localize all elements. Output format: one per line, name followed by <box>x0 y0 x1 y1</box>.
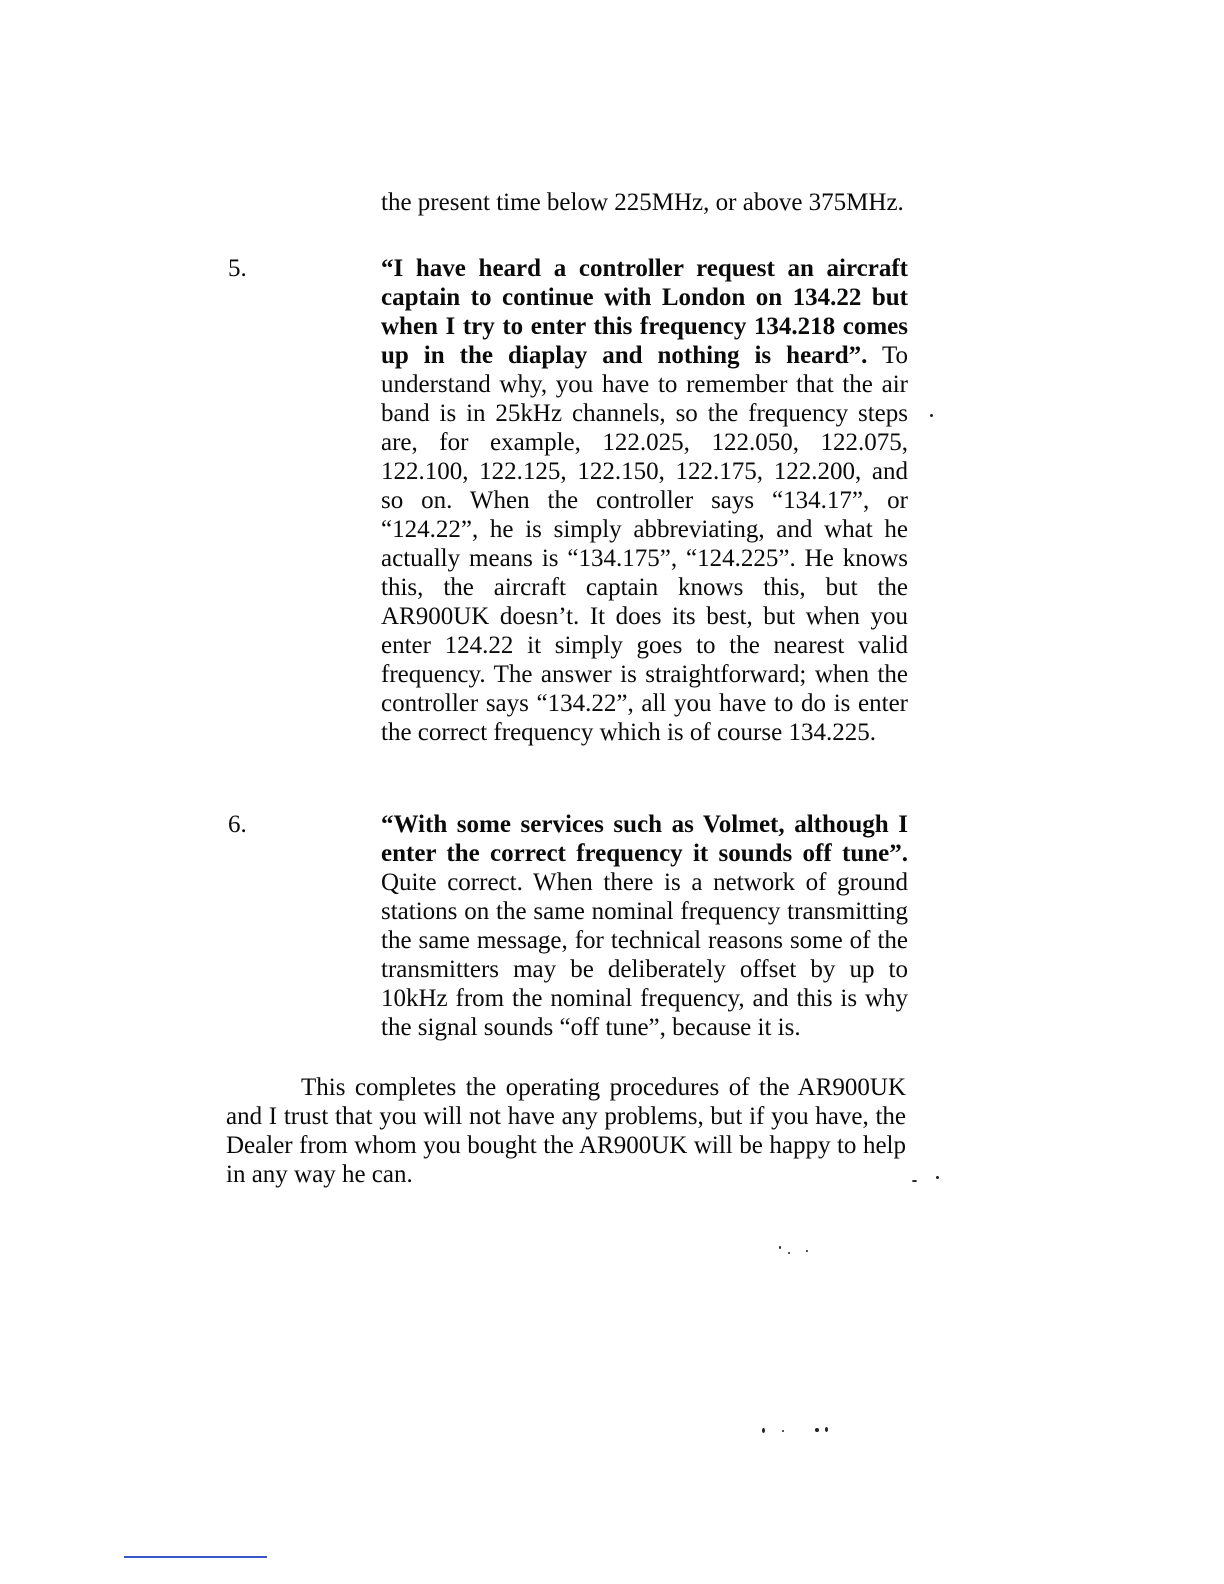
intro-continuation: the present time below 225MHz, or above 375MHz. <box>381 189 904 216</box>
scan-speck <box>936 1176 939 1179</box>
scan-speck <box>779 1246 781 1249</box>
scan-speck <box>825 1427 828 1432</box>
scan-speck <box>762 1428 765 1433</box>
item-5-paragraph <box>381 254 908 747</box>
item-6-number: 6. <box>228 811 247 838</box>
item-6-paragraph <box>381 810 908 1042</box>
scan-speck <box>788 1252 790 1254</box>
item-5-answer: To understand why, you have to remember that the air band is in 25kHz channels, so the frequency steps are, for example, 122.025, 122.050, 122.075, 122.100, 122.125, 122.150, 122.175, 122.200, and so on. When the controller says “134.17”, or “124.22”, he is simply abbreviating, and what he actually means is “134.175”, “124.225”. He knows this, the aircraft captain knows this, but the AR900UK doesn’t. It does its best, but when you enter 124.22 it simply goes to the nearest valid frequency. The answer is straightforward; when the controller says “134.22”, all you have to do is enter the correct frequency which is of course 134.225. <box>381 342 908 746</box>
item-6-question: “With some services such as Volmet, although I enter the correct frequency it sounds off tune”. <box>381 811 908 867</box>
item-5-question: “I have heard a controller request an aircraft captain to continue with London on 134.22 but when I try to enter this frequency 134.218 comes up in the diaplay and nothing is heard”. <box>381 255 908 369</box>
scan-speck <box>782 1430 784 1432</box>
footer-rule <box>124 1556 267 1558</box>
item-5-number: 5. <box>228 255 247 282</box>
item-6-answer: Quite correct. When there is a network of ground stations on the same nominal frequency transmitting the same message, for technical reasons some of the transmitters may be deliberately offset by up to 10kHz from the nominal frequency, and this is why the signal sounds “off tune”, because it is. <box>381 869 908 1041</box>
scan-speck <box>912 1180 917 1182</box>
scan-speck <box>806 1250 808 1252</box>
closing-paragraph: This completes the operating procedures of the AR900UK and I trust that you will not have any problems, but if you have, the Dealer from whom you bought the AR900UK will be happy to help in any way he can. <box>226 1074 906 1188</box>
scan-speck <box>815 1428 819 1432</box>
scan-speck <box>930 414 933 417</box>
